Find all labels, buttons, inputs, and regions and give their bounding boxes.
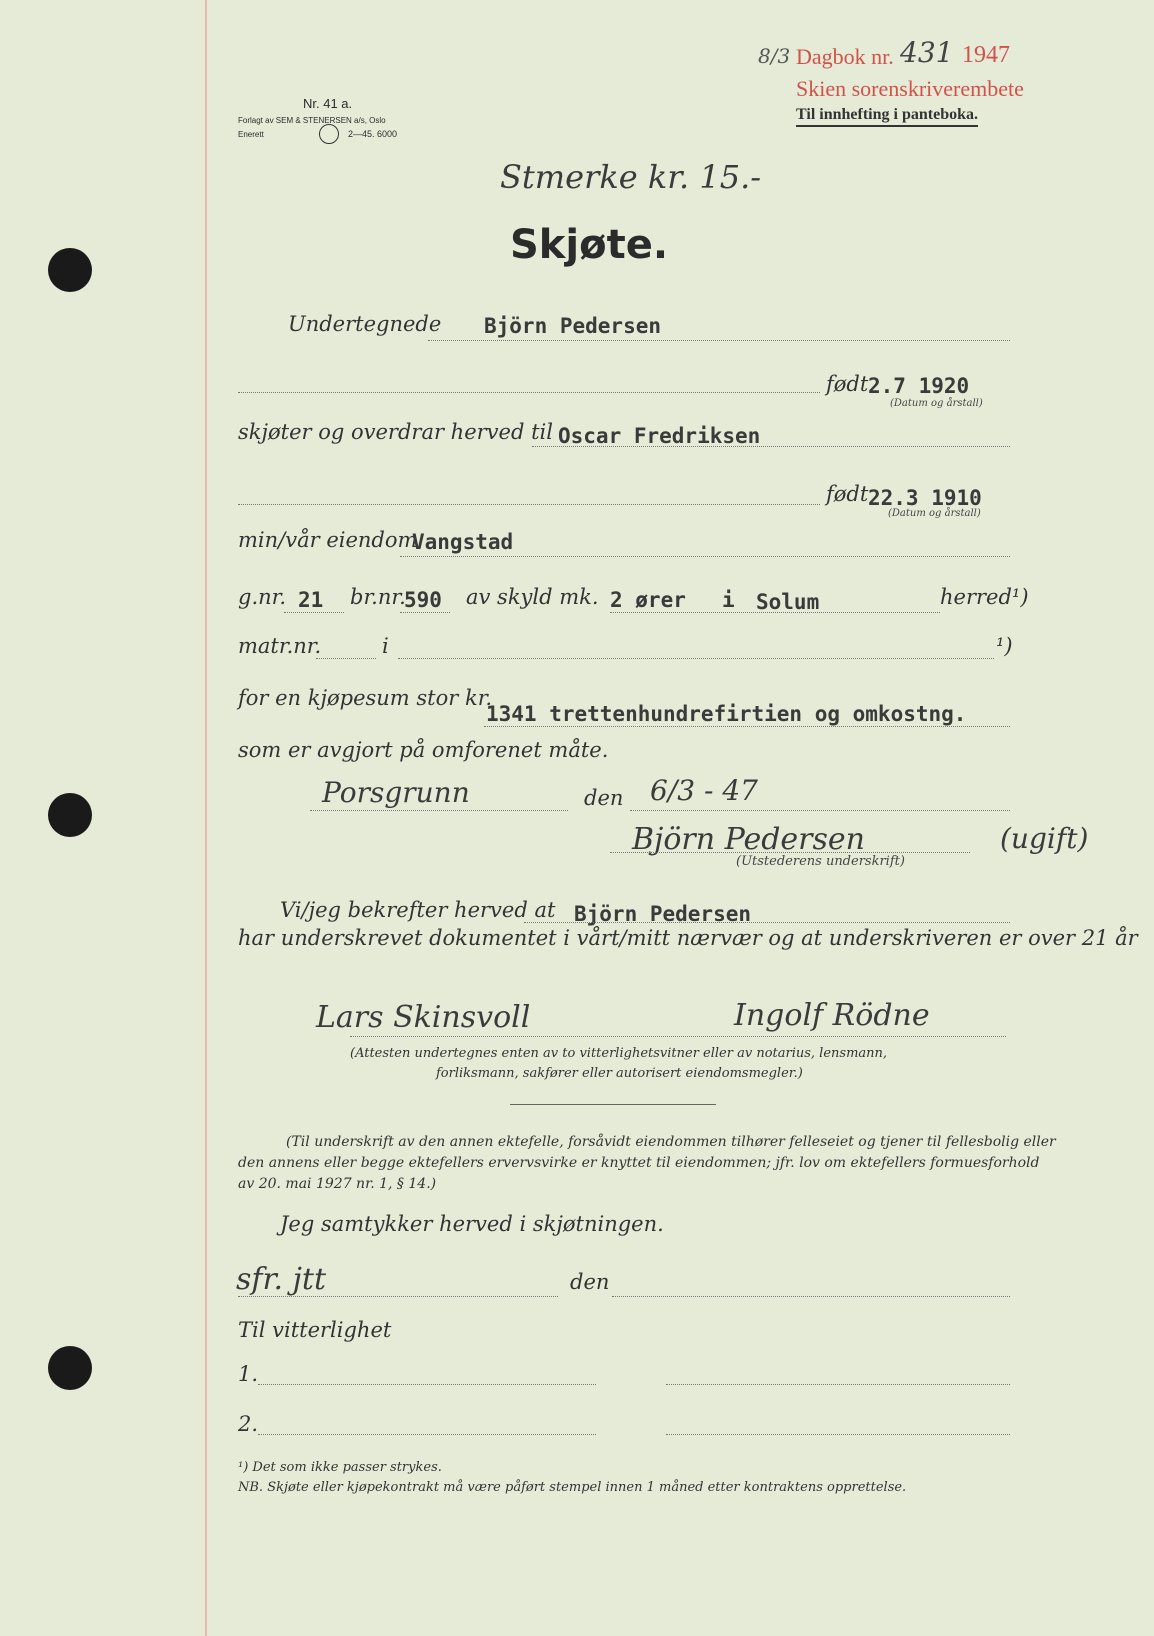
- buyer-born-hint: (Datum og årstall): [888, 508, 981, 519]
- seller-name: Björn Pedersen: [484, 314, 662, 338]
- margin-line: [205, 0, 207, 1636]
- skyld-label: av skyld mk.: [466, 585, 599, 609]
- handwritten-stamp-note: Stmerke kr. 15.-: [500, 158, 762, 196]
- seller-born-date: 2.7 1920: [868, 374, 970, 398]
- publisher-seal-icon: [319, 124, 339, 144]
- signing-date: 6/3 - 47: [650, 774, 758, 807]
- vitterlighet-line-2-label: 2.: [238, 1412, 259, 1436]
- witness-signature-line: [350, 1036, 1006, 1037]
- witness-note-2: forliksmann, sakfører eller autorisert eiendomsmegler.): [436, 1066, 803, 1081]
- form-number: Nr. 41 a.: [303, 96, 353, 111]
- property-name: Vangstad: [412, 530, 514, 554]
- herred-in-label: i: [722, 588, 735, 612]
- buyer-label: skjøter og overdrar herved til: [238, 420, 553, 444]
- document-title: Skjøte.: [510, 222, 669, 268]
- property-label: min/vår eiendom: [238, 528, 418, 552]
- stamp-date-note: 8/3: [758, 44, 791, 68]
- vitterlighet-line-1a: [258, 1384, 596, 1385]
- witness-confirm-prefix: Vi/jeg bekrefter herved at: [280, 898, 556, 922]
- bnr-label: br.nr.: [350, 585, 406, 609]
- punch-hole-icon: [48, 248, 92, 292]
- matr-label: matr.nr.: [238, 634, 322, 658]
- witness-note-1: (Attesten undertegnes enten av to vitterlighetsvitner eller av notarius, lensmann,: [350, 1046, 888, 1061]
- skyld-value: 2 ører: [610, 588, 686, 612]
- matr-end: ¹): [996, 634, 1013, 658]
- stamp-dagbok-label: Dagbok nr.: [796, 44, 894, 69]
- price-label: for en kjøpesum stor kr.: [238, 686, 493, 710]
- stamp-year: 1947: [962, 42, 1010, 68]
- price-amount: 1341 trettenhundrefirtien og omkostng.: [486, 702, 967, 726]
- seller-status: (ugift): [1000, 822, 1089, 855]
- footnote-1: ¹) Det som ikke passer strykes.: [238, 1460, 442, 1475]
- spouse-note-3: av 20. mai 1927 nr. 1, § 14.): [238, 1176, 437, 1192]
- seller-born-hint: (Datum og årstall): [890, 398, 983, 409]
- stamp-dagbok-number: 431: [900, 36, 954, 69]
- seller-signature-line: [610, 852, 970, 853]
- seller-signature-label: (Utstederens underskrift): [736, 854, 905, 869]
- form-publisher: Forlagt av SEM & STENERSEN a/s, Oslo: [238, 116, 386, 125]
- witness-extra-line: [510, 1104, 716, 1105]
- spouse-signature-line: [238, 1296, 558, 1297]
- buyer-extra-line: [238, 504, 820, 505]
- vitterlighet-line-1-label: 1.: [238, 1362, 259, 1386]
- buyer-born-date: 22.3 1910: [868, 486, 982, 510]
- vitterlighet-label: Til vitterlighet: [238, 1318, 392, 1342]
- witness-confirm-text: har underskrevet dokumentet i vårt/mitt nærvær og at underskriveren er over 21 år: [238, 926, 1138, 950]
- matr-in-label: i: [382, 634, 389, 658]
- gnr-label: g.nr.: [238, 585, 287, 609]
- witness-subject-line: [524, 922, 1010, 923]
- price-settled: som er avgjort på omforenet måte.: [238, 738, 609, 762]
- punch-hole-icon: [48, 1346, 92, 1390]
- spouse-den-label: den: [570, 1270, 610, 1294]
- signing-date-line: [630, 810, 1010, 811]
- seller-extra-line: [238, 392, 820, 393]
- seller-label: Undertegnede: [288, 312, 442, 336]
- form-publisher-enerett: Enerett: [238, 130, 264, 139]
- gnr-value: 21: [298, 588, 324, 612]
- punch-hole-icon: [48, 793, 92, 837]
- matr-place-line: [398, 658, 994, 659]
- vitterlighet-line-1b: [666, 1384, 1010, 1385]
- matr-line: [316, 658, 376, 659]
- spouse-note-2: den annens eller begge ektefellers ervervsvirke er knyttet til eiendommen; jfr. lov om ektefellers formuesforhold: [238, 1155, 1040, 1171]
- herred-value: Solum: [756, 590, 820, 614]
- seller-signature: Björn Pedersen: [632, 822, 865, 857]
- buyer-name: Oscar Fredriksen: [558, 424, 761, 448]
- signing-place-line: [310, 810, 568, 811]
- price-line: [484, 726, 1010, 727]
- vitterlighet-line-2a: [258, 1434, 596, 1435]
- spouse-handwriting: sfr. jtt: [236, 1262, 327, 1297]
- footnote-2: NB. Skjøte eller kjøpekontrakt må være påført stempel innen 1 måned etter kontraktens opprettelse.: [238, 1480, 907, 1495]
- vitterlighet-line-2b: [666, 1434, 1010, 1435]
- seller-name-line: [428, 340, 1010, 341]
- witness-signature-2: Ingolf Rödne: [734, 998, 930, 1033]
- witness-signature-1: Lars Skinsvoll: [316, 1000, 531, 1035]
- spouse-note-1: (Til underskrift av den annen ektefelle, forsåvidt eiendommen tilhører felleseiet og tjener til fellesbolig eller: [286, 1134, 1056, 1150]
- buyer-born-label: født: [826, 482, 869, 506]
- spouse-date-line: [612, 1296, 1010, 1297]
- buyer-name-line: [532, 446, 1010, 447]
- signing-place: Porsgrunn: [322, 776, 470, 809]
- spouse-consent: Jeg samtykker herved i skjøtningen.: [280, 1212, 664, 1236]
- witness-subject-name: Björn Pedersen: [574, 902, 752, 926]
- herred-line: [610, 612, 940, 613]
- stamp-office: Skien sorenskriverembete: [796, 76, 1024, 101]
- stamp-instruction: Til innhefting i panteboka.: [796, 106, 978, 127]
- form-publisher-code: 2—45. 6000: [348, 129, 398, 139]
- signing-den-label: den: [584, 786, 624, 810]
- gnr-line: [284, 612, 344, 613]
- herred-label: herred¹): [940, 585, 1029, 609]
- bnr-value: 590: [404, 588, 442, 612]
- seller-born-label: født: [826, 372, 869, 396]
- property-name-line: [400, 556, 1010, 557]
- bnr-line: [400, 612, 450, 613]
